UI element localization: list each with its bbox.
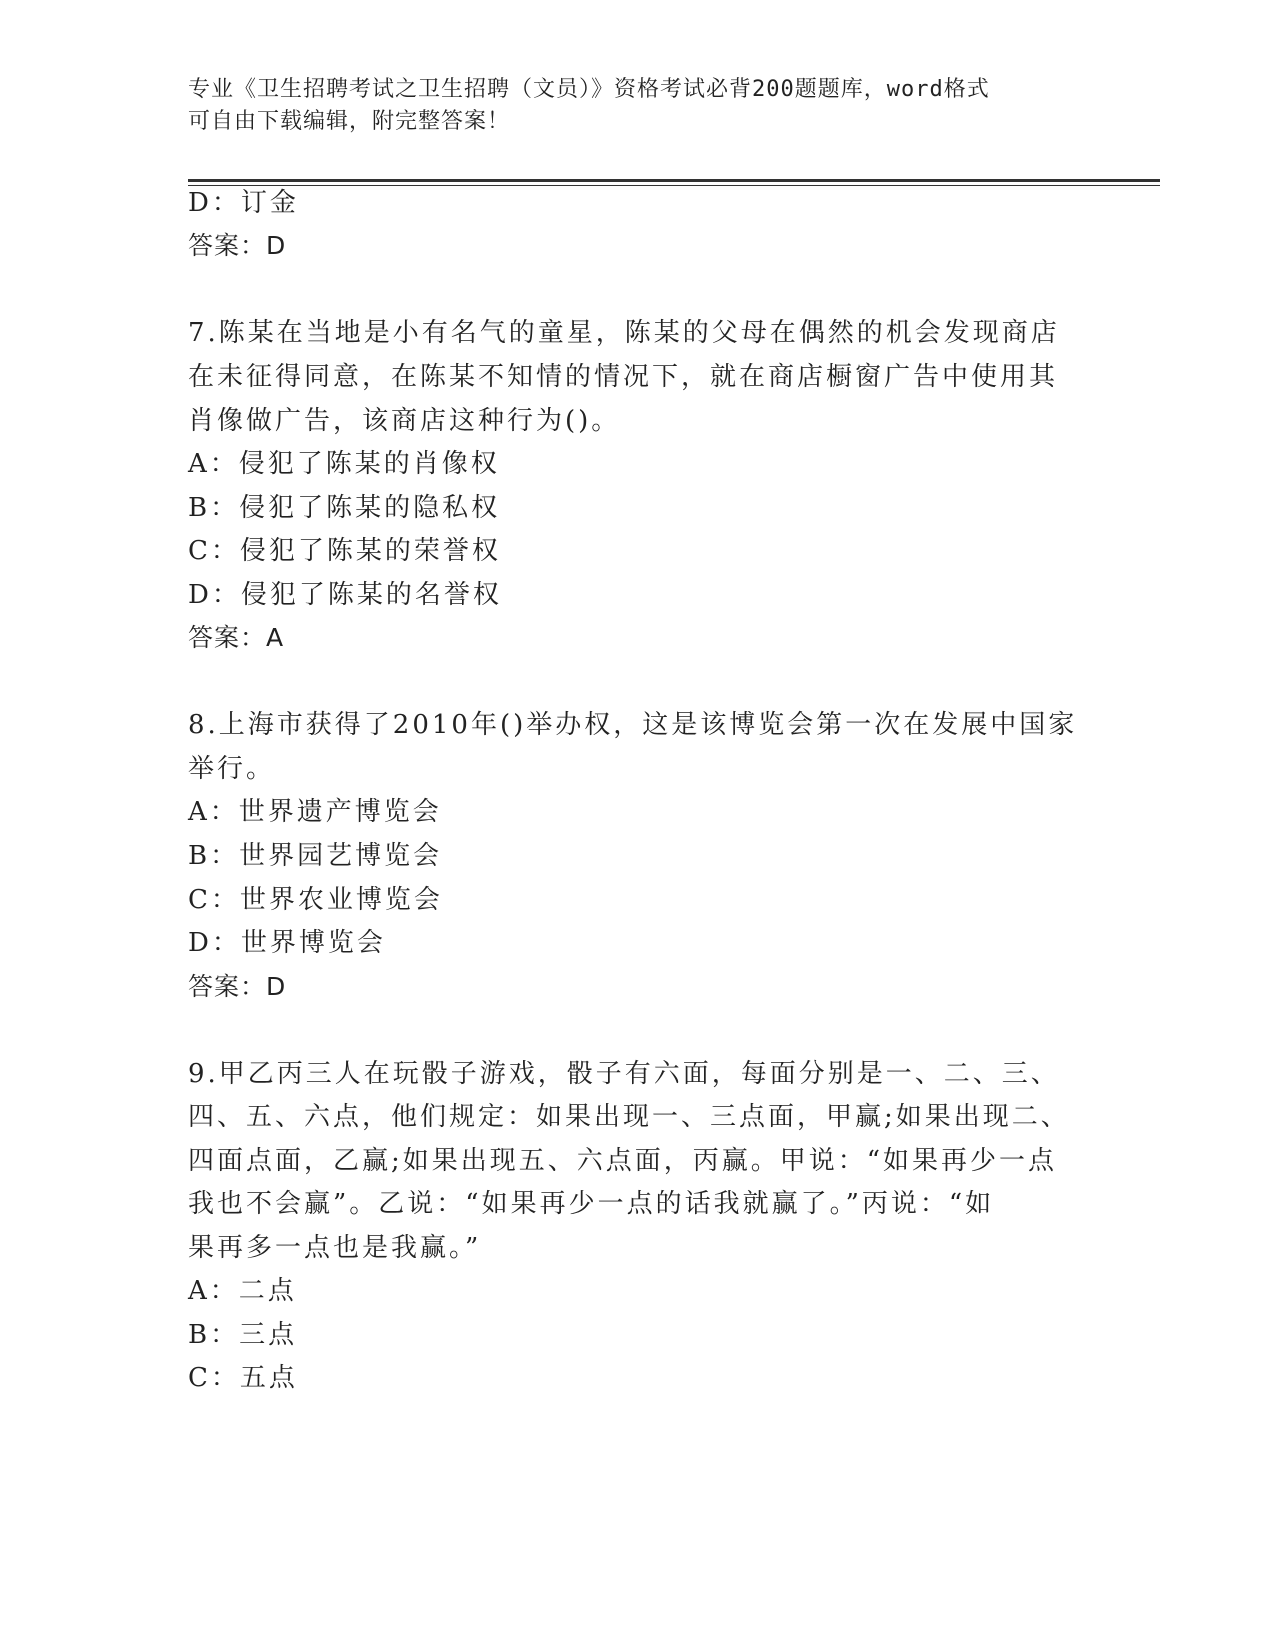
q9-option-b: B：三点: [188, 1320, 298, 1350]
q8-stem-line-1: 8.上海市获得了2010年()举办权，这是该博览会第一次在发展中国家: [188, 710, 1078, 740]
q7-option-d: D：侵犯了陈某的名誉权: [188, 580, 502, 610]
prev-answer: 答案：D: [188, 231, 287, 260]
q9-stem-line-1: 9.甲乙丙三人在玩骰子游戏，骰子有六面，每面分别是一、二、三、: [188, 1059, 1060, 1089]
q7-stem-line-2: 在未征得同意，在陈某不知情的情况下，就在商店橱窗广告中使用其: [188, 362, 1059, 392]
q8-option-d: D：世界博览会: [188, 928, 386, 958]
q7-answer: 答案：A: [188, 623, 285, 652]
document-header: [188, 74, 1088, 138]
q8-option-a: A：世界遗产博览会: [188, 797, 442, 827]
q7-stem-line-1: 7.陈某在当地是小有名气的童星，陈某的父母在偶然的机会发现商店: [188, 318, 1060, 348]
q7-option-b: B：侵犯了陈某的隐私权: [188, 493, 501, 523]
q8-option-c: C：世界农业博览会: [188, 885, 443, 915]
q9-stem-line-4: 我也不会赢”。乙说：“如果再少一点的话我就赢了。”丙说：“如: [188, 1189, 995, 1219]
q9-stem-line-2: 四、五、六点，他们规定：如果出现一、三点面，甲赢;如果出现二、: [188, 1102, 1070, 1132]
header-line-1: 专业《卫生招聘考试之卫生招聘（文员）》资格考试必背200题题库，word格式: [188, 77, 990, 102]
header-line-2: 可自由下载编辑，附完整答案！: [188, 109, 511, 134]
q9-stem-line-3: 四面点面，乙赢;如果出现五、六点面，丙赢。甲说：“如果再少一点: [188, 1146, 1058, 1176]
q9-option-c: C：五点: [188, 1363, 298, 1393]
q8-answer: 答案：D: [188, 972, 287, 1001]
q7-option-a: A：侵犯了陈某的肖像权: [188, 449, 500, 479]
q9-option-a: A：二点: [188, 1276, 297, 1306]
q7-stem-line-3: 肖像做广告，该商店这种行为()。: [188, 406, 621, 436]
prev-option-d: D：订金: [188, 188, 299, 218]
q7-option-c: C：侵犯了陈某的荣誉权: [188, 536, 501, 566]
q8-stem-line-2: 举行。: [188, 754, 276, 784]
q9-stem-line-5: 果再多一点也是我赢。”: [188, 1233, 482, 1263]
q8-option-b: B：世界园艺博览会: [188, 841, 443, 871]
